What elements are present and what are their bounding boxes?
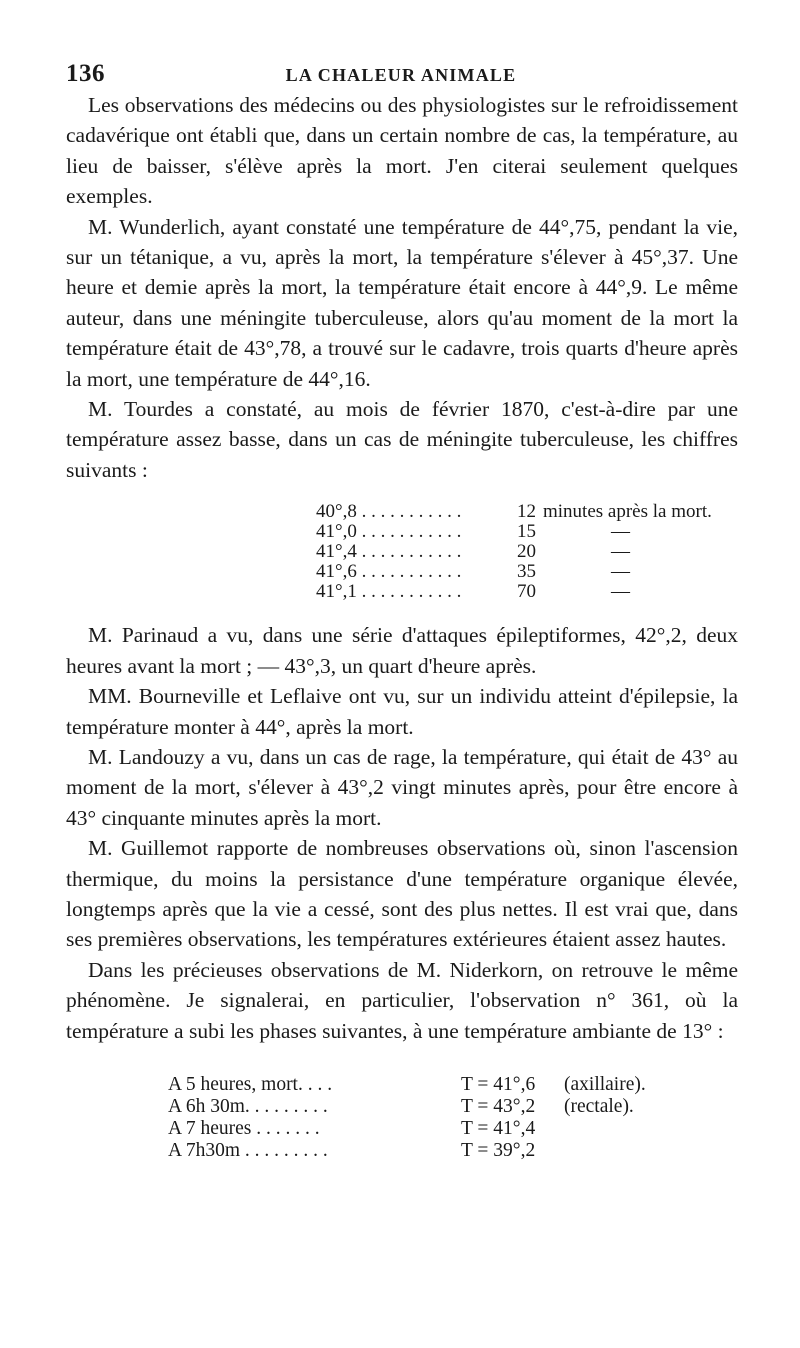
table-row (316, 502, 738, 522)
table-value: T = 41°,6 (461, 1073, 536, 1095)
table-temp: 41°,6 . . . . . . . . . . . (316, 561, 462, 583)
temperature-table-niderkorn (66, 1074, 738, 1162)
table-row (316, 582, 738, 602)
table-time: A 7h30m . . . . . . . . . (168, 1139, 328, 1161)
paragraph: M. Parinaud a vu, dans une série d'attaques épileptiformes, 42°,2, deux heures avant la mort ; — 43°,3, un quart d'heure après. (66, 623, 738, 678)
table-time: A 5 heures, mort. . . . (168, 1073, 333, 1095)
table-minutes: 35 (517, 561, 536, 583)
body-text (66, 90, 738, 1162)
table-row (168, 1074, 738, 1096)
page-number: 136 (66, 60, 105, 87)
table-value: T = 41°,4 (461, 1117, 536, 1139)
table-note: (axillaire). (564, 1073, 646, 1095)
table-note: (rectale). (564, 1095, 634, 1117)
paragraph: M. Tourdes a constaté, au mois de février 1870, c'est-à-dire par une température assez basse, dans un cas de méningite tuberculeuse, les chiffres suivants : (66, 397, 738, 482)
table-row (316, 542, 738, 562)
temperature-table-tourdes (66, 502, 738, 602)
paragraph: MM. Bourneville et Leflaive ont vu, sur un individu atteint d'épilepsie, la température monter à 44°, après la mort. (66, 684, 738, 739)
table-note: — (611, 581, 630, 603)
table-value: T = 43°,2 (461, 1095, 536, 1117)
table-temp: 40°,8 . . . . . . . . . . . (316, 501, 462, 523)
table-temp: 41°,1 . . . . . . . . . . . (316, 581, 462, 603)
paragraph: Les observations des médecins ou des physiologistes sur le refroidissement cadavérique ont établi que, dans un certain nombre de cas, la température, au lieu de baisser, s'élève après la mort. J'en citerai seulement quelques exemples. (66, 93, 738, 209)
page-header (66, 60, 736, 88)
table-row (316, 562, 738, 582)
table-note: minutes après la mort. (543, 501, 712, 523)
table-time: A 7 heures . . . . . . . (168, 1117, 320, 1139)
table-minutes: 20 (517, 541, 536, 563)
table-temp: 41°,4 . . . . . . . . . . . (316, 541, 462, 563)
paragraph: M. Wunderlich, ayant constaté une température de 44°,75, pendant la vie, sur un tétanique, a vu, après la mort, la température s'élever à 45°,37. Une heure et demie après la mort, la température était encore à 44°,9. Le même auteur, dans une méningite tuberculeuse, alors qu'au moment de la mort la température était de 43°,78, a trouvé sur le cadavre, trois quarts d'heure après la mort, une température de 44°,16. (66, 214, 738, 391)
paragraph: M. Guillemot rapporte de nombreuses observations où, sinon l'ascension thermique, du moins la persistance d'une température organique élevée, longtemps après que la vie a cessé, sont des plus nettes. Il est vrai que, dans ses premières observations, les températures extérieures étaient assez hautes. (66, 836, 738, 952)
table-minutes: 70 (517, 581, 536, 603)
table-note: — (611, 561, 630, 583)
table-row (168, 1140, 738, 1162)
table-row (316, 522, 738, 542)
table-note: — (611, 521, 630, 543)
paragraph: M. Landouzy a vu, dans un cas de rage, la température, qui était de 43° au moment de la mort, s'élever à 43°,2 vingt minutes après, pour être encore à 43° cinquante minutes après la mort. (66, 744, 738, 830)
table-row (168, 1096, 738, 1118)
table-value: T = 39°,2 (461, 1139, 536, 1161)
table-temp: 41°,0 . . . . . . . . . . . (316, 521, 462, 543)
table-minutes: 12 (517, 501, 536, 523)
running-head: LA CHALEUR ANIMALE (285, 65, 517, 85)
paragraph: Dans les précieuses observations de M. Niderkorn, on retrouve le même phénomène. Je signalerai, en particulier, l'observation n° 361, où la température a subi les phases suivantes, à une température ambiante de 13° : (66, 957, 738, 1043)
table-time: A 6h 30m. . . . . . . . . (168, 1095, 328, 1117)
table-row (168, 1118, 738, 1140)
table-minutes: 15 (517, 521, 536, 543)
table-note: — (611, 541, 630, 563)
